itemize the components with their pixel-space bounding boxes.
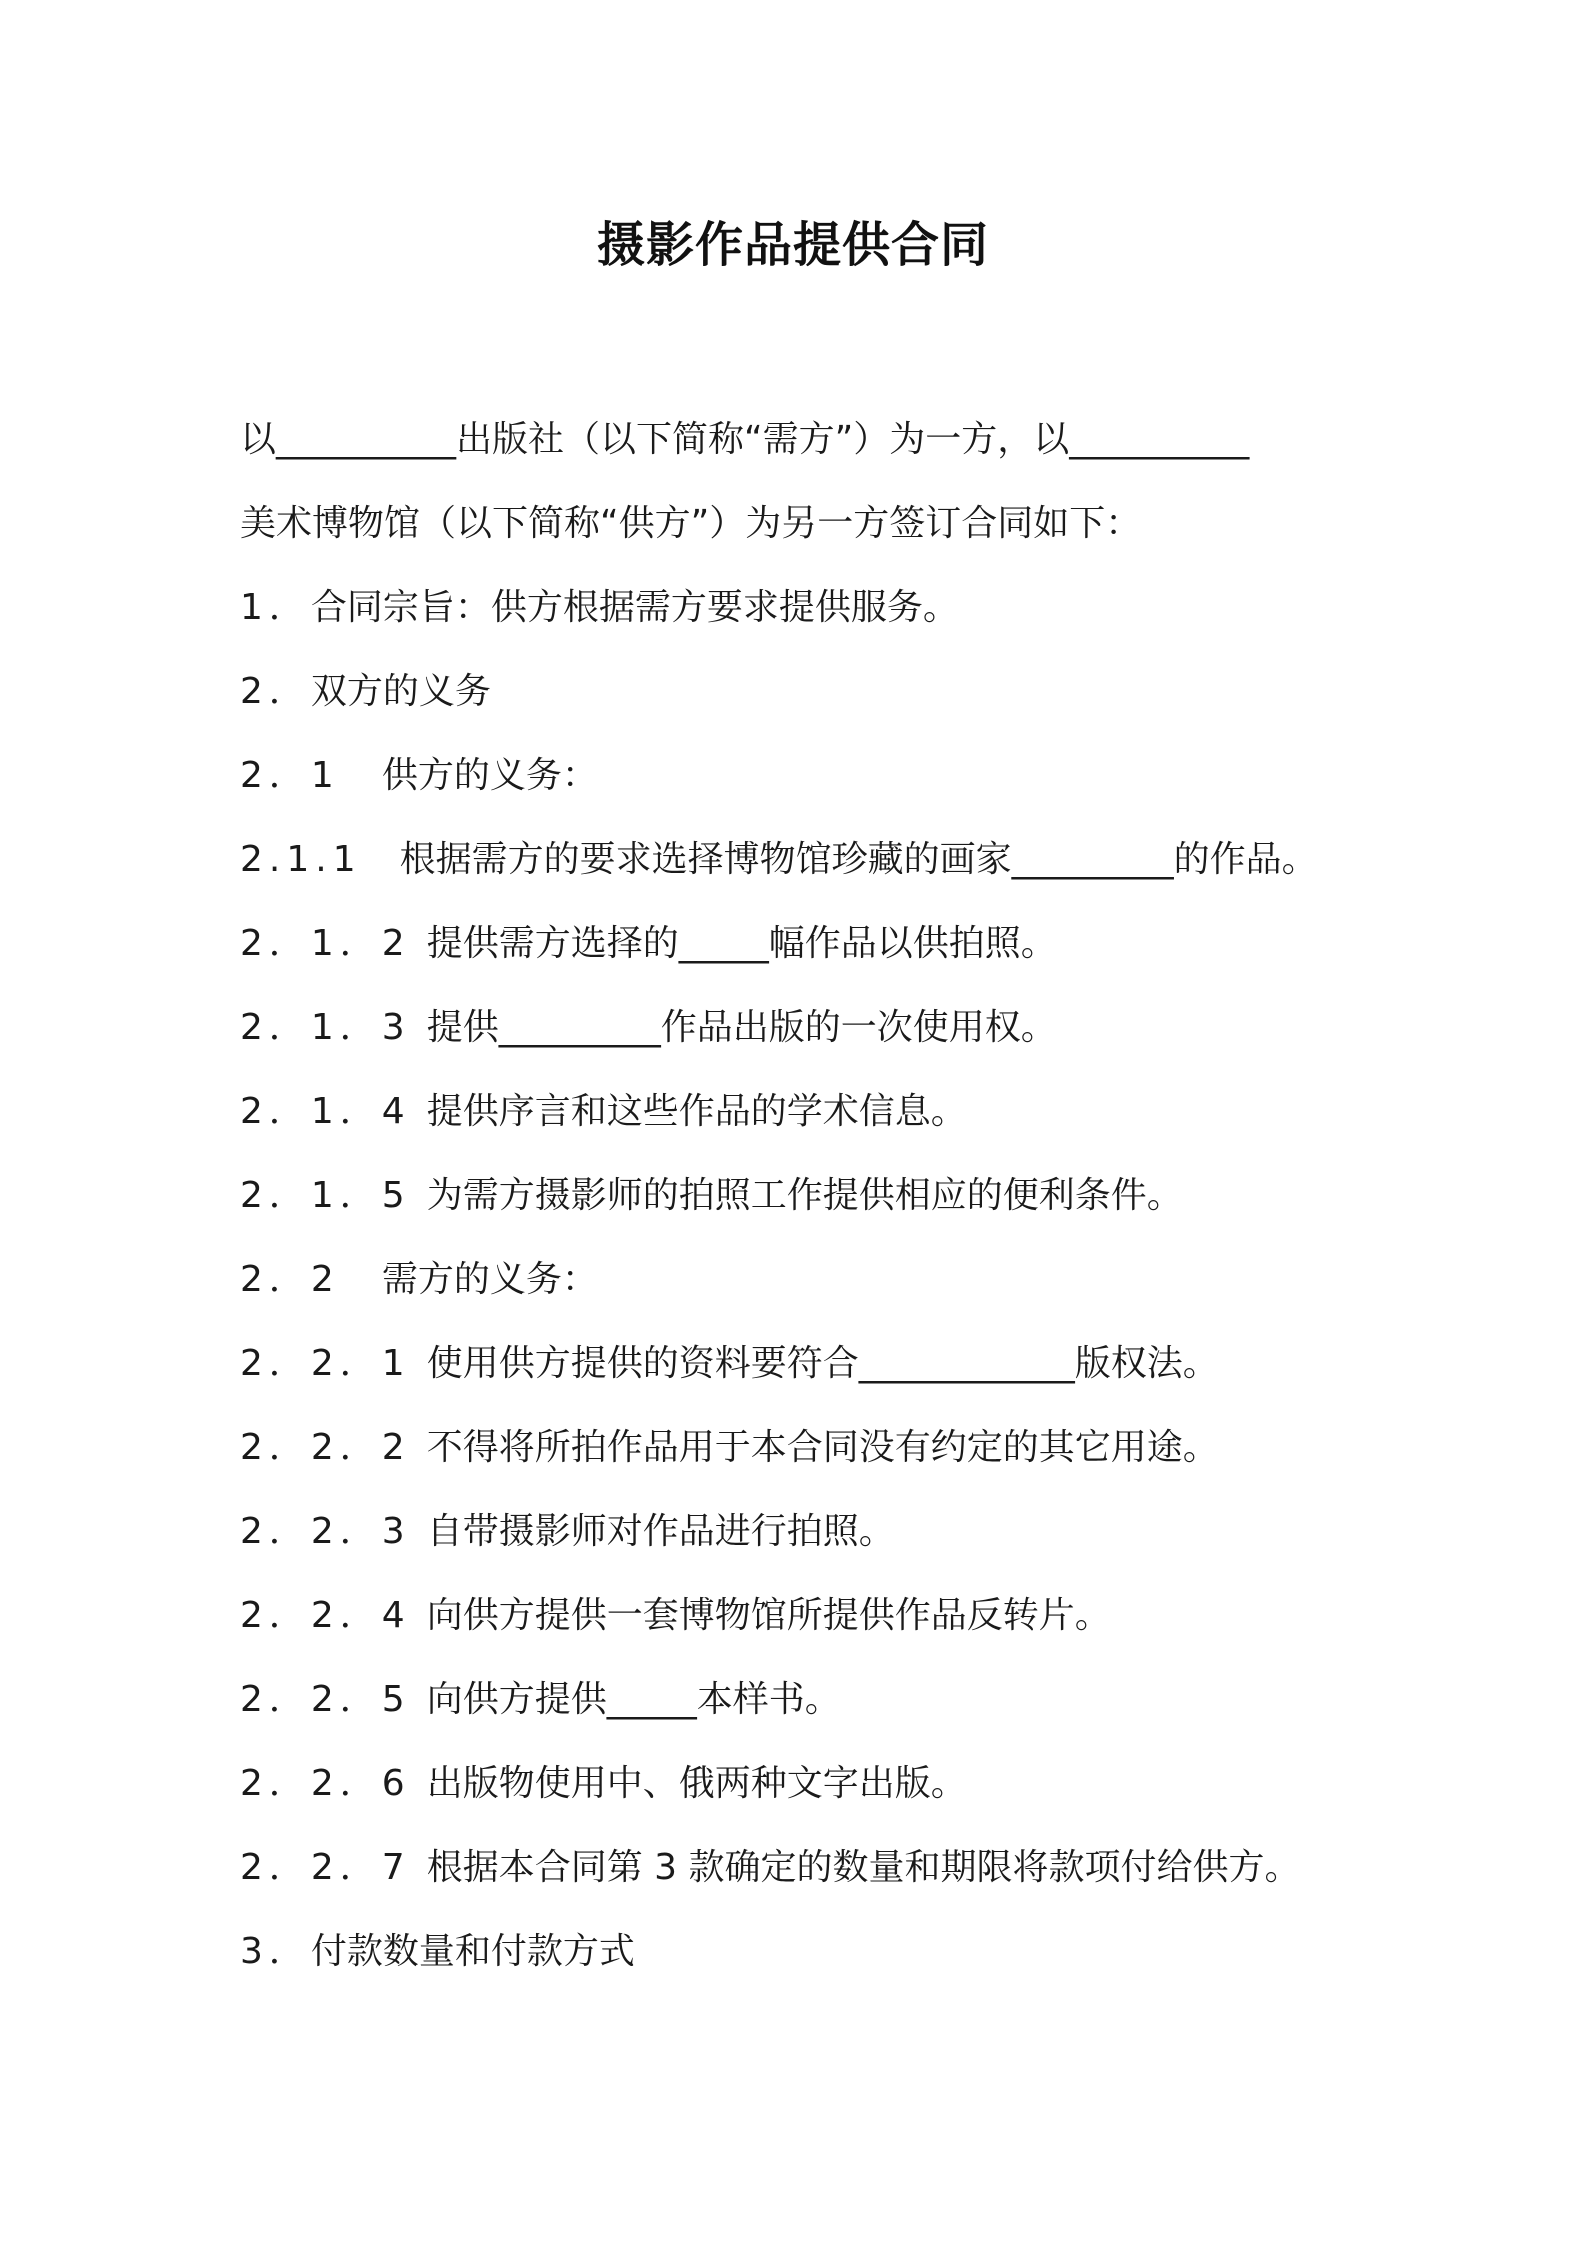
clause-2-2-6 [240,1759,967,1809]
clause-number: 2．1．3 [240,1007,411,1048]
clause-2-1-2 [240,919,1057,969]
clause-text: 使用供方提供的资料要符合____________版权法。 [426,1343,1219,1384]
clause-2-2-1 [240,1339,1219,1389]
clause-number: 2．1．2 [240,923,411,964]
clause-2-1-1 [240,835,1318,885]
clause-2-2-2 [240,1423,1219,1473]
clause-number: 2．2 [240,1259,340,1300]
clause-text: 向供方提供_____本样书。 [426,1679,841,1720]
clause-text: 提供需方选择的_____幅作品以供拍照。 [426,923,1057,964]
clause-text: 合同宗旨：供方根据需方要求提供服务。 [310,587,959,628]
clause-number: 2.1.1 [240,839,362,880]
clause-text: 双方的义务 [310,671,491,712]
clause-2-2-7 [240,1843,1301,1893]
clause-text: 为需方摄影师的拍照工作提供相应的便利条件。 [426,1175,1183,1216]
clause-text: 付款数量和付款方式 [310,1931,635,1972]
clause-text: 需方的义务： [381,1259,598,1300]
clause-text: 出版物使用中、俄两种文字出版。 [426,1763,967,1804]
clause-text: 不得将所拍作品用于本合同没有约定的其它用途。 [426,1427,1219,1468]
clause-2-2-5 [240,1675,841,1725]
clause-text: 根据本合同第 3 款确定的数量和期限将款项付给供方。 [426,1847,1301,1888]
clause-2-2-4 [240,1591,1111,1641]
clause-2 [240,667,491,717]
clause-text: 提供序言和这些作品的学术信息。 [426,1091,967,1132]
intro-line-1: 以__________出版社（以下简称“需方”）为一方，以__________ [240,419,1250,460]
document-title: 摄影作品提供合同 [596,217,989,273]
clause-2-2 [240,1255,598,1305]
clause-text: 自带摄影师对作品进行拍照。 [426,1511,895,1552]
clause-2-1-3 [240,1003,1057,1053]
clause-2-1-5 [240,1171,1183,1221]
clause-text: 根据需方的要求选择博物馆珍藏的画家_________的作品。 [399,839,1318,880]
clause-text: 供方的义务： [381,755,598,796]
clause-number: 2．1．5 [240,1175,411,1216]
clause-2-2-3 [240,1507,895,1557]
clause-number: 2．1．4 [240,1091,411,1132]
clause-number: 2．2．2 [240,1427,411,1468]
clause-number: 2．2．4 [240,1595,411,1636]
intro-line-2: 美术博物馆（以下简称“供方”）为另一方签订合同如下： [240,503,1142,544]
clause-3 [240,1927,635,1977]
clause-text: 向供方提供一套博物馆所提供作品反转片。 [426,1595,1111,1636]
clause-number: 2．2．3 [240,1511,411,1552]
clause-number: 1． [240,587,311,628]
clause-number: 3． [240,1931,311,1972]
clause-text: 提供_________作品出版的一次使用权。 [426,1007,1057,1048]
clause-number: 2．2．6 [240,1763,411,1804]
clause-2-1-4 [240,1087,967,1137]
clause-1 [240,583,959,633]
clause-number: 2．2．7 [240,1847,411,1888]
clause-2-1 [240,751,598,801]
clause-number: 2．1 [240,755,340,796]
clause-number: 2．2．5 [240,1679,411,1720]
clause-number: 2．2．1 [240,1343,411,1384]
clause-number: 2． [240,671,311,712]
